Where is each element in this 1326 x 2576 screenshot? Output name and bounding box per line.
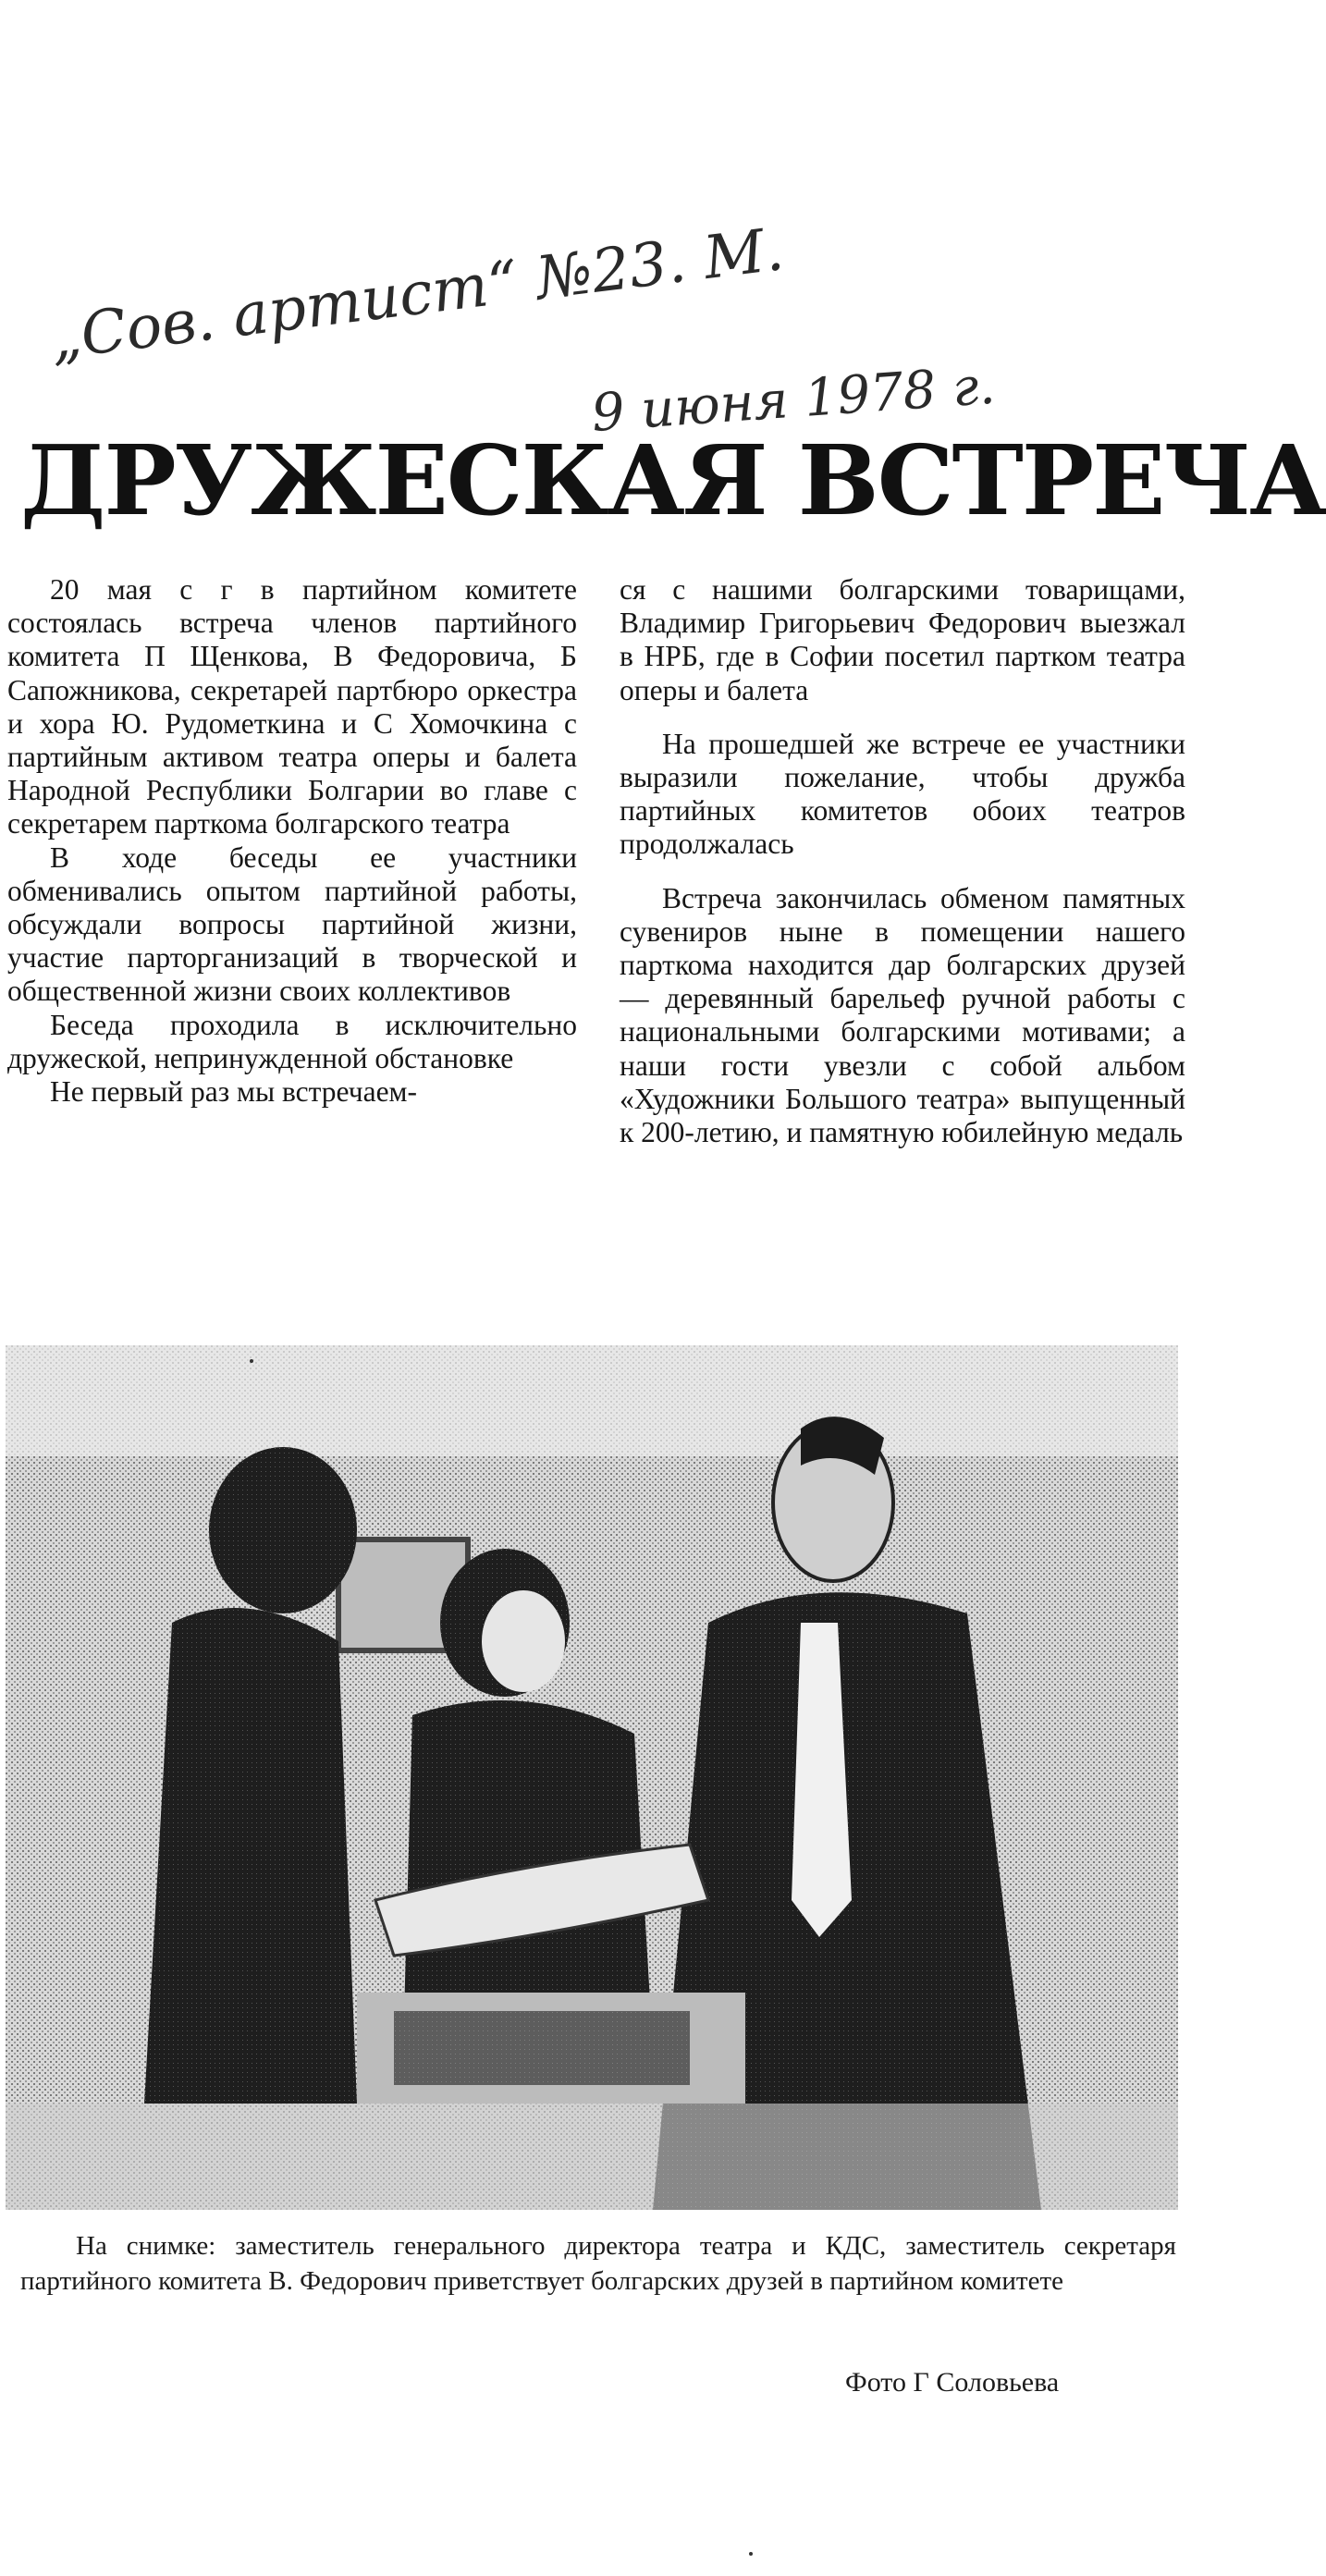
handwritten-source-note: „Сов. артист“ №23. М. bbox=[46, 215, 788, 374]
article-headline: ДРУЖЕСКАЯ ВСТРЕЧА bbox=[20, 423, 1326, 537]
photo-illustration bbox=[6, 1345, 1178, 2210]
paragraph: Встреча закончилась обменом памятных сувениров ныне в помещении нашего парткома находится дар болгарских друзей — деревянный барельеф ручной работы с национальными болгарскими мотивами; а наши гости увезли с собой альбом «Художники Большого театра» выпущенный к 200-летию, и памятную юбилейную медаль bbox=[620, 881, 1185, 1149]
photo-caption: На снимке: заместитель генерального директора театра и КДС, заместитель секретаря партийного комитета В. Федорович приветствует болгарских друзей в партийном комитете bbox=[20, 2231, 1176, 2296]
print-speck bbox=[250, 1359, 253, 1363]
paragraph: ся с нашими болгарскими товарищами, Владимир Григорьевич Федорович выезжал в НРБ, где в Софии посетил партком театра оперы и балета bbox=[620, 573, 1185, 706]
print-speck bbox=[749, 2552, 753, 2556]
paragraph: В ходе беседы ее участники обменивались опытом партийной работы, обсуждали вопросы партийной жизни, участие парторганизаций в творческой и общественной жизни своих коллективов bbox=[7, 840, 577, 1008]
handwritten-date-note: 9 июня 1978 г. bbox=[589, 355, 998, 444]
photo-credit: Фото Г Соловьева bbox=[845, 2367, 1060, 2398]
paragraph: На прошедшей же встрече ее участники выразили пожелание, чтобы дружба партийных комитетов обоих театров продолжалась bbox=[620, 727, 1185, 861]
paragraph: Беседа проходила в исключительно дружеской, непринужденной обстановке bbox=[7, 1008, 577, 1074]
paragraph: Не первый раз мы встречаем- bbox=[50, 1075, 417, 1109]
news-photo bbox=[6, 1345, 1178, 2210]
paragraph: 20 мая с г в партийном комитете состоялась встреча членов партийного комитета П Щенкова, В Федоровича, Б Сапожникова, секретарей партбюро оркестра и хора Ю. Рудометкина и С Хомочкина с партийным активом театра оперы и балета Народной Республики Болгарии во главе с секретарем парткома болгарского театра bbox=[7, 573, 577, 840]
article-column-left bbox=[7, 573, 577, 1109]
article-column-right bbox=[620, 573, 1185, 1149]
